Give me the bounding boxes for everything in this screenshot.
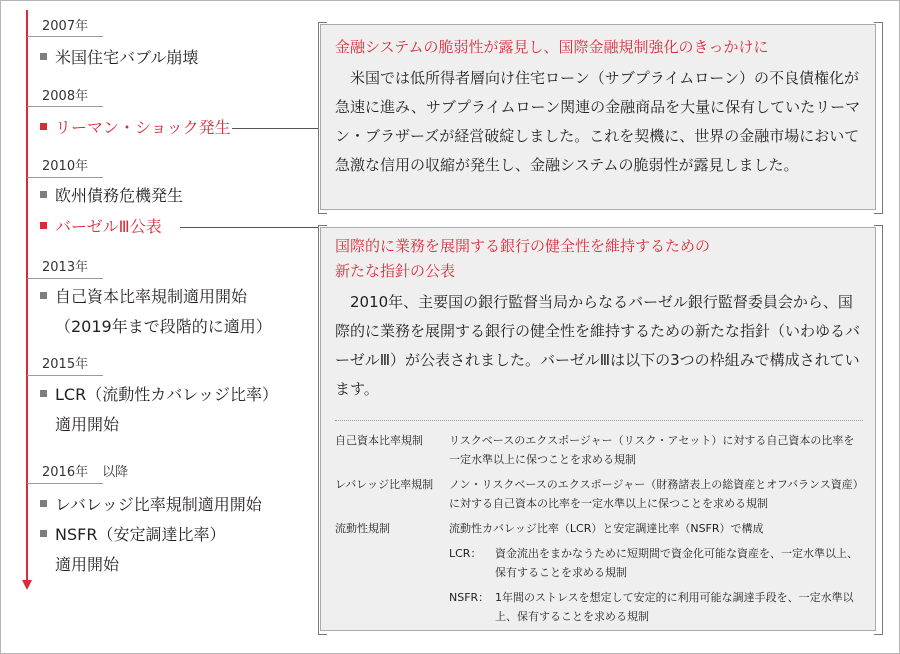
year-2010: 2010年 [42, 159, 89, 174]
event-capital-ratio-note: （2019年まで段階的に適用） [55, 317, 272, 336]
connector-basel3-to-box2 [180, 227, 318, 228]
event-lehman-shock: リーマン・ショック発生 [40, 118, 231, 138]
bullet-square-icon [40, 123, 47, 130]
bullet-square-icon [40, 53, 47, 60]
year-2008: 2008年 [42, 89, 89, 104]
connector-lehman-to-box1 [232, 128, 318, 129]
year-divider [27, 36, 103, 37]
timeline-arrow-icon [22, 580, 32, 590]
year-divider [27, 278, 103, 279]
box2-title-line2: 新たな指針の公表 [335, 262, 456, 280]
box2-body: 2010年、主要国の銀行監督当局からなるバーゼル銀行監督委員会から、国際的に業務を展開する銀行の健全性を維持するための新たな指針（いわゆるバーゼルⅢ）が公表されました。バーゼルⅢは以下の3つの枠組みで構成されています。 [335, 293, 861, 398]
bullet-square-icon [40, 292, 47, 299]
rule-leverage-ratio: レバレッジ比率規制 ノン・リスクベースのエクスポージャー（財務諸表上の総資産とオフバランス資産）に対する自己資本の比率を一定水準以上に保つことを求める規制 [335, 478, 859, 510]
event-basel3-published: バーゼルⅢ公表 [40, 217, 162, 237]
year-divider [27, 375, 103, 376]
timeline-axis [26, 10, 28, 582]
box1-title: 金融システムの脆弱性が露見し、国際金融規制強化のきっかけに [335, 38, 769, 56]
event-lcr-start: 適用開始 [55, 415, 120, 434]
bullet-square-icon [40, 222, 47, 229]
box2-title-line1: 国際的に業務を展開する銀行の健全性を維持するための [335, 237, 711, 255]
sub-rule-lcr: LCR： 資金流出をまかなうために短期間で資金化可能な資産を、一定水準以上、保有することを求める規制 [449, 547, 858, 579]
year-divider [27, 106, 103, 107]
box1-body: 米国では低所得者層向け住宅ローン（サブプライムローン）の不良債権化が急速に進み、サブプライムローン関連の金融商品を大量に保有していたリーマン・ブラザーズが経営破綻しました。これを契機に、世界の金融市場において急激な信用の収縮が発生し、金融システムの脆弱性が露見しました。 [335, 69, 861, 174]
year-2016: 2016年 以降 [42, 465, 129, 480]
event-nsfr-start: 適用開始 [55, 555, 120, 574]
event-nsfr: NSFR（安定調達比率） [40, 525, 225, 545]
event-lcr: LCR（流動性カバレッジ比率） [40, 385, 278, 405]
bullet-square-icon [40, 500, 47, 507]
year-divider [27, 177, 103, 178]
sub-rule-nsfr: NSFR： 1年間のストレスを想定して安定的に利用可能な調達手段を、一定水準以上、保有することを求める規制 [449, 591, 854, 623]
year-2015: 2015年 [42, 357, 89, 372]
year-2013: 2013年 [42, 260, 89, 275]
box-basel3 [320, 227, 876, 631]
event-leverage-ratio: レバレッジ比率規制適用開始 [40, 495, 262, 515]
event-us-housing-bubble: 米国住宅バブル崩壊 [40, 48, 198, 68]
year-2007: 2007年 [42, 19, 89, 34]
year-divider [27, 483, 103, 484]
rule-capital-ratio: 自己資本比率規制 リスクベースのエクスポージャー（リスク・アセット）に対する自己資本の比率を一定水準以上に保つことを求める規制 [335, 434, 855, 466]
box-lehman-shock [320, 24, 876, 210]
bullet-square-icon [40, 390, 47, 397]
dotted-divider [335, 420, 863, 421]
event-capital-ratio-rule: 自己資本比率規制適用開始 [40, 287, 247, 307]
rule-liquidity: 流動性規制 流動性カバレッジ比率（LCR）と安定調達比率（NSFR）で構成 [335, 522, 764, 535]
bullet-square-icon [40, 191, 47, 198]
event-euro-debt-crisis: 欧州債務危機発生 [40, 186, 183, 206]
bullet-square-icon [40, 530, 47, 537]
